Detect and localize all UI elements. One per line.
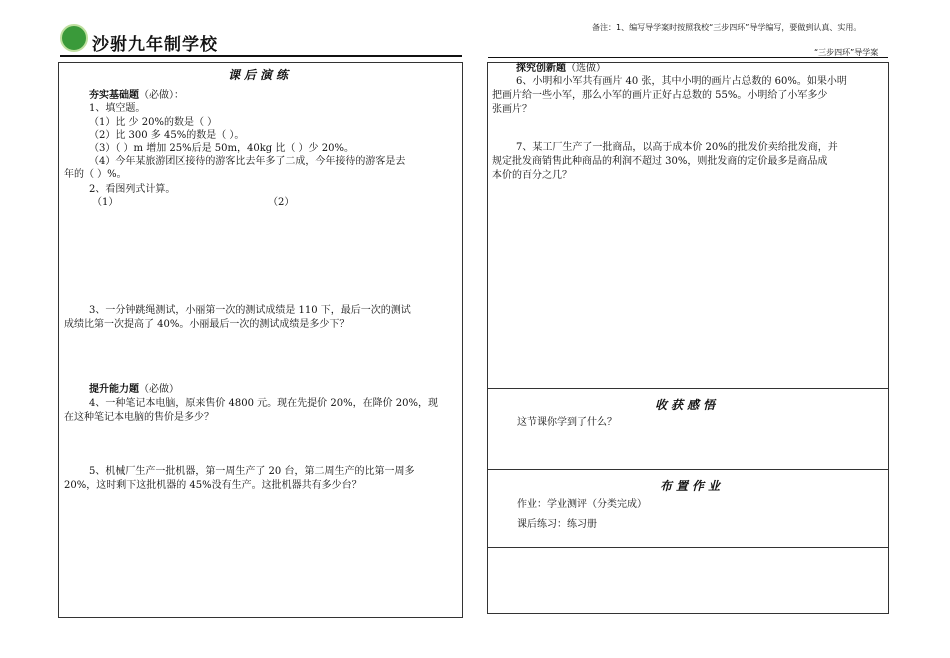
q1-item-2: （2）比 300 多 45%的数是（ ）。 [89,130,245,141]
q7-line1: 7、某工厂生产了一批商品，以高于成本价 20%的批发价卖给批发商，并 [516,142,838,153]
q1-item-3: （3）（ ）m 增加 25%后是 50m，40kg 比（ ）少 20%。 [89,143,354,154]
section-explore-hint: （选做） [566,63,606,74]
q4-line1: 4、一种笔记本电脑，原来售价 4800 元。现在先提价 20%，在降价 20%，现 [89,398,438,409]
school-name: 沙驸九年制学校 [92,35,218,55]
q1-item-4-line2: 年的（ ）%。 [64,169,127,180]
q5-line1: 5、机械厂生产一批机器，第一周生产了 20 台，第二周生产的比第一周多 [89,466,415,477]
q3-line2: 成绩比第一次提高了 40%。小丽最后一次的测试成绩是多少下？ [64,319,350,330]
q1-title: 1、填空题。 [89,103,146,114]
q3-line1: 3、一分钟跳绳测试，小丽第一次的测试成绩是 110 下，最后一次的测试 [89,305,411,316]
section-basic-hint: （必做）： [139,90,184,101]
section-advanced [89,383,179,396]
q2-part-2: （2） [268,197,295,208]
header-note: 备注：1、编写导学案时按照我校“三步四环”导学编写，要做到认真、实用。 [592,23,862,32]
harvest-question: 这节课你学到了什么？ [517,417,617,428]
q1-item-1: （1）比 少 20%的数是（ ） [89,117,218,128]
homework-title: 布置作业 [660,479,725,493]
section-advanced-hint: （必做） [139,384,179,395]
q6-line2: 把画片给一些小军，那么小军的画片正好占总数的 55%。小明给了小军多少 [492,90,828,101]
section-explore [516,62,606,75]
divider-bottom [487,547,889,548]
q1-item-4-line1: （4）今年某旅游团区接待的游客比去年多了二成，今年接待的游客是去 [89,156,406,167]
q2-title: 2、看图列式计算。 [89,184,176,195]
q7-line3: 本价的百分之几？ [492,170,572,181]
q6-line3: 张画片？ [492,104,532,115]
q4-line2: 在这种笔记本电脑的售价是多少？ [64,412,214,423]
divider-homework [487,469,889,470]
homework-item-1: 作业：学业测评（分类完成） [517,499,647,510]
section-explore-heading: 探究创新题 [516,63,566,74]
homework-item-2: 课后练习：练习册 [517,519,597,530]
divider-harvest [487,388,889,389]
header-rule-left [60,55,462,57]
q7-line2: 规定批发商销售此种商品的利润不超过 30%，则批发商的定价最多是商品成 [492,156,828,167]
practice-title: 课后演练 [228,68,293,82]
guide-tag: “三步四环”导学案 [814,48,879,57]
q6-line1: 6、小明和小军共有画片 40 张，其中小明的画片占总数的 60%。如果小明 [516,76,847,87]
section-basic [89,89,184,102]
header-rule-right [488,57,888,58]
q2-part-1: （1） [92,197,119,208]
section-advanced-heading: 提升能力题 [89,384,139,395]
school-logo [60,24,88,52]
harvest-title: 收获感悟 [655,398,720,412]
q5-line2: 20%，这时剩下这批机器的 45%没有生产。这批机器共有多少台？ [64,480,362,491]
section-basic-heading: 夯实基础题 [89,90,139,101]
